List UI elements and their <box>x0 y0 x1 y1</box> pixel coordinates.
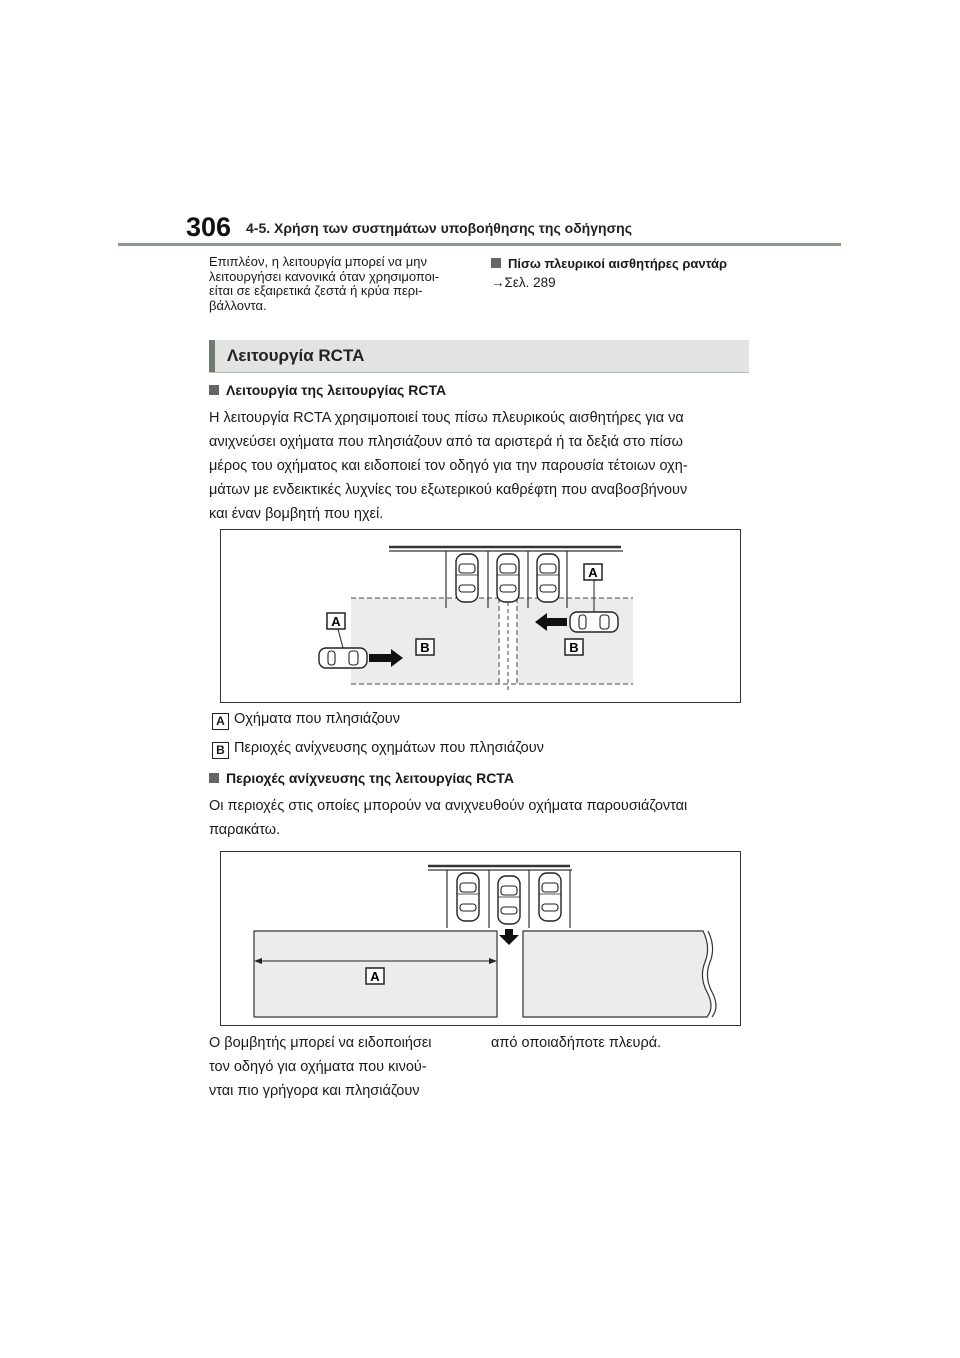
detection-line: παρακάτω. <box>209 822 281 838</box>
label-a-left <box>327 613 345 629</box>
legend-b <box>212 740 544 759</box>
buzzer-line: νται πιο γρήγορα και πλησιάζουν <box>209 1083 420 1099</box>
detection-heading <box>209 770 514 786</box>
legend-a-box: A <box>212 713 229 730</box>
intro-note-line: λειτουργήσει κανονικά όταν χρησιμοποι- <box>209 268 440 284</box>
sensor-page-reference[interactable]: →Σελ. 289 <box>491 275 556 290</box>
own-vehicle-icon <box>497 554 519 602</box>
intro-note-line: βάλλοντα. <box>209 297 267 313</box>
buzzer-line: Ο βομβητής μπορεί να ειδοποιήσει <box>209 1035 432 1051</box>
intro-note <box>209 255 471 313</box>
intro-note-line: είται σε εξαιρετικά ζεστά ή κρύα περι- <box>209 283 423 298</box>
intro-note-line: Επιπλέον, η λειτουργία μπορεί να μην <box>209 254 428 269</box>
legend-a-text: Οχήματα που πλησιάζουν <box>234 711 400 727</box>
svg-text:A: A <box>588 565 598 580</box>
rcta-detection-figure <box>220 851 741 1026</box>
detection-paragraph <box>209 794 769 842</box>
label-a <box>366 968 384 984</box>
approaching-car-right-icon <box>570 612 618 632</box>
legend-b-box: B <box>212 742 229 759</box>
parked-car-icon <box>537 554 559 602</box>
section-title-bar <box>209 340 749 373</box>
rcta-operation-figure <box>220 529 741 703</box>
operation-line: μάτων με ενδεικτικές λυχνίες του εξωτερικού καθρέφτη που αναβοσβήνουν <box>209 482 688 498</box>
operation-heading-text: Λειτουργία της λειτουργίας RCTA <box>226 382 447 398</box>
detection-heading-text: Περιοχές ανίχνευσης της λειτουργίας RCTA <box>226 770 514 786</box>
chapter-title: 4-5. Χρήση των συστημάτων υποβοήθησης της οδήγησης <box>246 220 632 236</box>
buzzer-line: τον οδηγό για οχήματα που κινού- <box>209 1059 427 1075</box>
operation-heading <box>209 382 446 398</box>
operation-paragraph <box>209 406 769 526</box>
bullet-square-icon <box>491 258 501 268</box>
detection-area-right <box>523 931 711 1017</box>
bullet-square-icon <box>209 773 219 783</box>
label-b-right <box>565 639 583 655</box>
section-title: Λειτουργία RCTA <box>227 346 365 365</box>
own-vehicle-icon <box>498 876 520 924</box>
svg-text:A: A <box>331 614 341 629</box>
rcta-detection-diagram <box>221 852 740 1025</box>
buzzer-paragraph-left <box>209 1031 479 1103</box>
operation-line: μέρος του οχήματος και ειδοποιεί τον οδηγό για την παρουσία τέτοιων οχη- <box>209 458 688 474</box>
parked-car-icon <box>457 873 479 921</box>
bullet-square-icon <box>209 385 219 395</box>
legend-b-text: Περιοχές ανίχνευσης οχημάτων που πλησιάζουν <box>234 740 544 756</box>
operation-line: Η λειτουργία RCTA χρησιμοποιεί τους πίσω πλευρικούς αισθητήρες για να <box>209 410 684 426</box>
sensor-heading <box>491 256 727 271</box>
parked-car-icon <box>456 554 478 602</box>
reversing-arrow-icon <box>499 929 519 945</box>
svg-text:A: A <box>370 969 380 984</box>
buzzer-paragraph-right: από οποιαδήποτε πλευρά. <box>491 1035 662 1051</box>
label-a-right <box>584 564 602 580</box>
detection-line: Οι περιοχές στις οποίες μπορούν να ανιχνευθούν οχήματα παρουσιάζονται <box>209 798 688 814</box>
approaching-car-left-icon <box>319 648 367 668</box>
label-b-left <box>416 639 434 655</box>
header-divider <box>118 243 841 246</box>
legend-a <box>212 711 400 730</box>
sensor-heading-text: Πίσω πλευρικοί αισθητήρες ραντάρ <box>508 256 728 271</box>
parked-car-icon <box>539 873 561 921</box>
rcta-operation-diagram <box>221 530 740 702</box>
operation-line: ανιχνεύσει οχήματα που πλησιάζουν από τα αριστερά ή τα δεξιά στο πίσω <box>209 434 683 450</box>
svg-text:B: B <box>420 640 430 655</box>
svg-text:B: B <box>569 640 579 655</box>
operation-line: και έναν βομβητή που ηχεί. <box>209 506 384 522</box>
page-number: 306 <box>186 212 232 242</box>
section-bar-stripe <box>209 340 215 372</box>
